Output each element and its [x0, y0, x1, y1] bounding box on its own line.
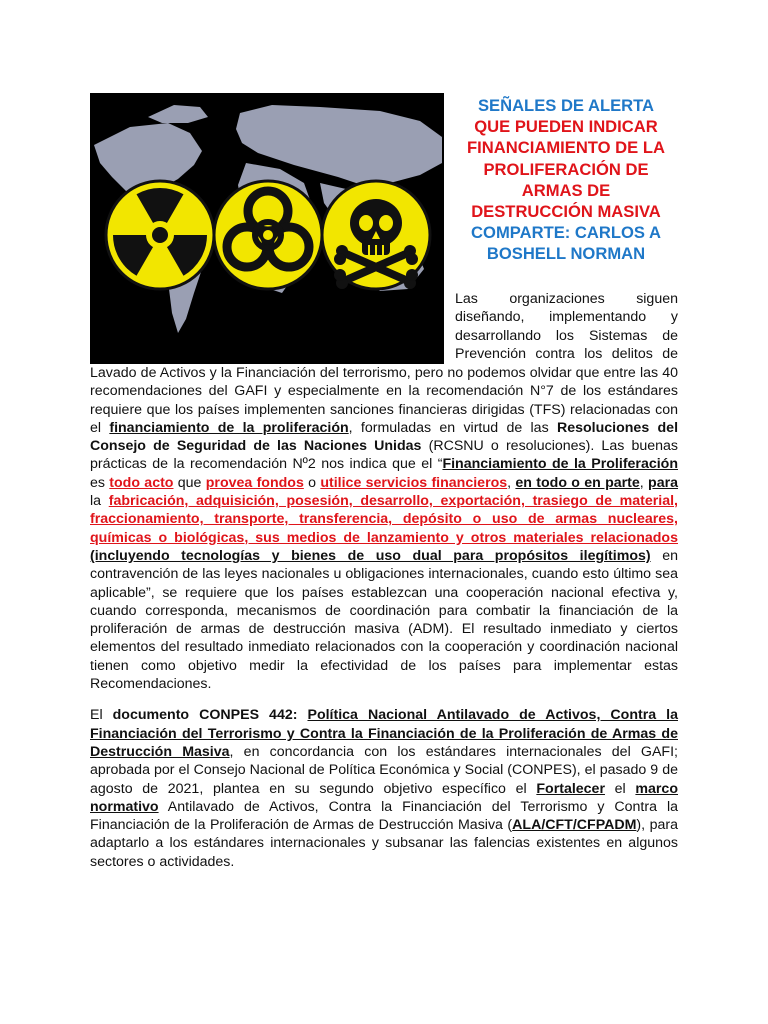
hazard-symbols-image — [90, 93, 444, 364]
text-run: la — [90, 493, 109, 510]
key-term: (incluyendo tecnologías y bienes de uso dual para propósitos ilegítimos) — [90, 547, 651, 564]
text-run: , formuladas en virtud de las — [348, 419, 557, 436]
text-run: ), para adaptarlo a los estándares internacionales y subsanar las falencias existentes en algunos sectores o actividades. — [90, 817, 678, 870]
body-text — [90, 364, 678, 871]
highlight-term: todo acto — [109, 474, 174, 491]
biohazard-icon — [214, 181, 322, 289]
text-run — [297, 707, 307, 723]
highlight-term: fabricación, adquisición, posesión, desarrollo, exportación, trasiego de material, fraccionamiento, transporte, transferencia, depósito o uso de armas nucleares, químicas o biológicas, sus medios de lanzamiento y otros materiales relacionados — [90, 493, 679, 546]
intro-text: Las organizaciones siguen diseñando, implementando y desarrollando los Sistemas de Prevención contra los delitos de — [455, 291, 678, 362]
text-run: El — [90, 707, 113, 724]
text-run: Antilavado de Activos, Contra la Financiación del Terrorismo y Contra la Financiación de la Proliferación de Armas de Destrucción Masiva ( — [90, 798, 678, 834]
text-run: Lavado de Activos y la Financiación del terrorismo, pero no podemos olvidar que entre las 40 recomendaciones del GAFI y especialmente en la recomendación N°7 de los estándares requiere que los países implementen sanciones financieras dirigidas (TFS) relacionadas con el — [90, 365, 678, 436]
key-term: Financiamiento de la Proliferación — [442, 456, 679, 473]
key-term: Fortalecer — [536, 780, 605, 797]
key-term: ALA/CFT/CFPADM — [512, 817, 637, 834]
title-line: ARMAS DE — [521, 180, 611, 200]
skull-crossbones-icon — [322, 181, 430, 289]
text-run: el — [604, 780, 636, 797]
text-run: que — [173, 474, 206, 491]
key-term: documento CONPES 442: — [112, 707, 298, 724]
world-map-graphic — [90, 93, 444, 364]
author-line: BOSHELL NORMAN — [486, 244, 646, 264]
title-line: PROLIFERACIÓN DE — [483, 159, 649, 179]
key-term: en todo o en parte — [515, 474, 640, 491]
paragraph-2 — [90, 706, 678, 871]
title-line: QUE PUEDEN INDICAR — [474, 117, 658, 137]
paragraph-1 — [90, 364, 678, 693]
text-run: , en concordancia con los estándares internacionales del GAFI; aprobada por el Consejo Nacional de Política Económica y Social (CONPES), el pasado 9 de agosto de 2021, plantea en su segundo objetivo específico el — [90, 743, 678, 797]
title-line: DESTRUCCIÓN MASIVA — [471, 202, 661, 222]
text-run: , — [507, 474, 516, 491]
text-run: , — [639, 474, 649, 491]
key-term: Resoluciones del Consejo de Seguridad de las Naciones Unidas — [90, 419, 679, 455]
text-run: es — [90, 474, 110, 491]
paragraph-1-intro — [455, 290, 678, 363]
title-line: SEÑALES DE ALERTA — [477, 96, 655, 115]
highlight-term: provea fondos — [205, 474, 304, 491]
document-title — [455, 95, 677, 265]
author-line: COMPARTE: CARLOS A — [471, 223, 661, 243]
key-term: para — [648, 474, 679, 491]
highlight-term: utilice servicios financieros — [320, 474, 508, 491]
text-run: en contravención de las leyes nacionales u obligaciones internacionales, cuando esto último sea aplicable”, se requiere que los países establezcan una cooperación nacional efectiva y, cuando corresponda, mecanismos de coordinación para combatir la financiación de la proliferación de armas de destrucción masiva (ADM). El resultado inmediato y ciertos elementos del resultado inmediato relacionados con la cooperación y coordinación nacional tienen como objetivo medir la efectividad de los países para implementar estas Recomendaciones. — [90, 547, 678, 693]
key-term: financiamiento de la proliferación — [109, 419, 349, 436]
text-run: (RCSNU o resoluciones). Las buenas prácticas de la recomendación Nº2 nos indica que el “ — [90, 438, 678, 473]
title-line: FINANCIAMIENTO DE LA — [467, 138, 665, 158]
key-term: Política Nacional Antilavado de Activos, Contra la Financiación del Terrorismo y Contra la Financiación de la Proliferación de Armas de Destrucción Masiva — [90, 707, 678, 760]
text-run: o — [303, 474, 321, 491]
key-term: marco normativo — [90, 780, 678, 815]
